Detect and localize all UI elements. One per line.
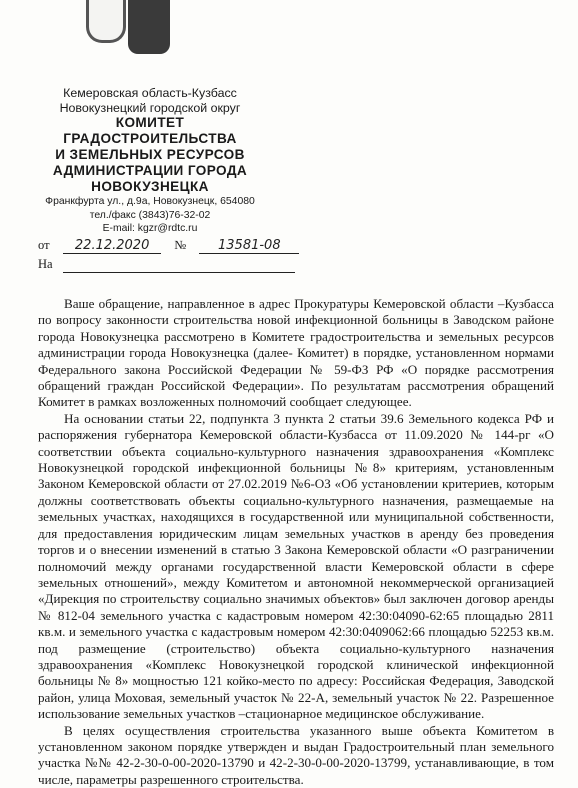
org-name-line-5: НОВОКУЗНЕЦКА — [91, 179, 209, 195]
email-line: E-mail: kgzr@rdtc.ru — [102, 223, 198, 234]
reference-blank — [63, 257, 295, 273]
paragraph-2: На основании статьи 22, подпункта 3 пункта 2 статьи 39.6 Земельного кодекса РФ и распоряжения губернатора Кемеровской области-Кузбасса от 11.09.2020 № 144-рг «О соответствии объекта социально-культурного назначения здравоохранения «Комплекс Новокузнецкой городской инфекционной больницы №8» критериям, установленным Законом Кемеровской области от 27.02.2019 №6-ОЗ «Об установлении критериев, которым должны соответствовать объекты социально-культурного назначения, размещаемые на земельных участках, находящихся в государственной или муниципальной собственности, для предоставления юридическим лицам земельных участков в аренду без проведения торгов и о внесении изменений в статью 3 Закона Кемеровской области «О разграничении полномочий между органами государственной власти Кемеровской области в сфере земельных отношений», между Комитетом и автономной некоммерческой организацией «Дирекция по строительству социально значимых объектов» был заключен договор аренды № 812-04 земельного участка с кадастровым номером 42:30:04090-62:65 площадью 2811 кв.м. и земельного участка с кадастровым номером 42:30:0409062:66 площадью 52253 кв.м. под размещение (строительство) объекта социально-культурного назначения здравоохранения «Комплекс Новокузнецкой городской клинической инфекционной больницы № 8» мощностью 121 койко-место по адресу: Российская Федерация, Заводской район, улица Моховая, земельный участок № 22-А, земельный участок № 22. Разрешенное использование земельных участков –стационарное медицинское обслуживание. — [38, 410, 554, 722]
date-value: 22.12.2020 — [63, 238, 161, 254]
phone-line: тел./факс (3843)76-32-02 — [89, 209, 211, 221]
letter-body — [38, 296, 554, 788]
document-number: 13581-08 — [199, 238, 299, 254]
from-label: от — [38, 238, 50, 252]
org-name-line-2: ГРАДОСТРОИТЕЛЬСТВА — [63, 131, 237, 147]
region-line: Кемеровская область-Кузбасс — [63, 86, 237, 100]
on-label: На — [38, 257, 53, 271]
org-name-line-3: И ЗЕМЕЛЬНЫХ РЕСУРСОВ — [55, 147, 245, 163]
number-label: № — [174, 238, 187, 252]
org-name-line-4: АДМИНИСТРАЦИИ ГОРОДА — [52, 163, 248, 179]
paper-clip — [86, 0, 126, 43]
date-number-row — [38, 238, 299, 254]
address-line: Франкфурта ул., д.9а, Новокузнецк, 654080 — [45, 196, 255, 208]
letterhead — [40, 86, 260, 235]
coat-of-arms-emblem — [128, 0, 170, 54]
paragraph-3: В целях осуществления строительства указанного выше объекта Комитетом в установленном законом порядке утвержден и выдан Градостроительный план земельного участка №№ 42-2-30-0-00-2020-13790 и 42-2-30-0-00-2020-13799, устанавливающие, в том числе, параметры разрешенного строительства. — [38, 722, 554, 787]
paragraph-1: Ваше обращение, направленное в адрес Прокуратуры Кемеровской области –Кузбасса по вопросу законности строительства новой инфекционной больницы в Заводском районе города Новокузнецка рассмотрено в Комитете градостроительства и земельных ресурсов администрации города Новокузнецка (далее- Комитет) в порядке, установленном нормами Федерального закона Российской Федерации № 59-ФЗ РФ «О порядке рассмотрения обращений граждан Российской Федерации». По результатам рассмотрения обращений Комитет в рамках возложенных полномочий сообщает следующее. — [38, 296, 554, 410]
reference-row — [38, 257, 295, 273]
org-name-line-1: КОМИТЕТ — [115, 115, 185, 131]
district-line: Новокузнецкий городской округ — [59, 100, 241, 115]
